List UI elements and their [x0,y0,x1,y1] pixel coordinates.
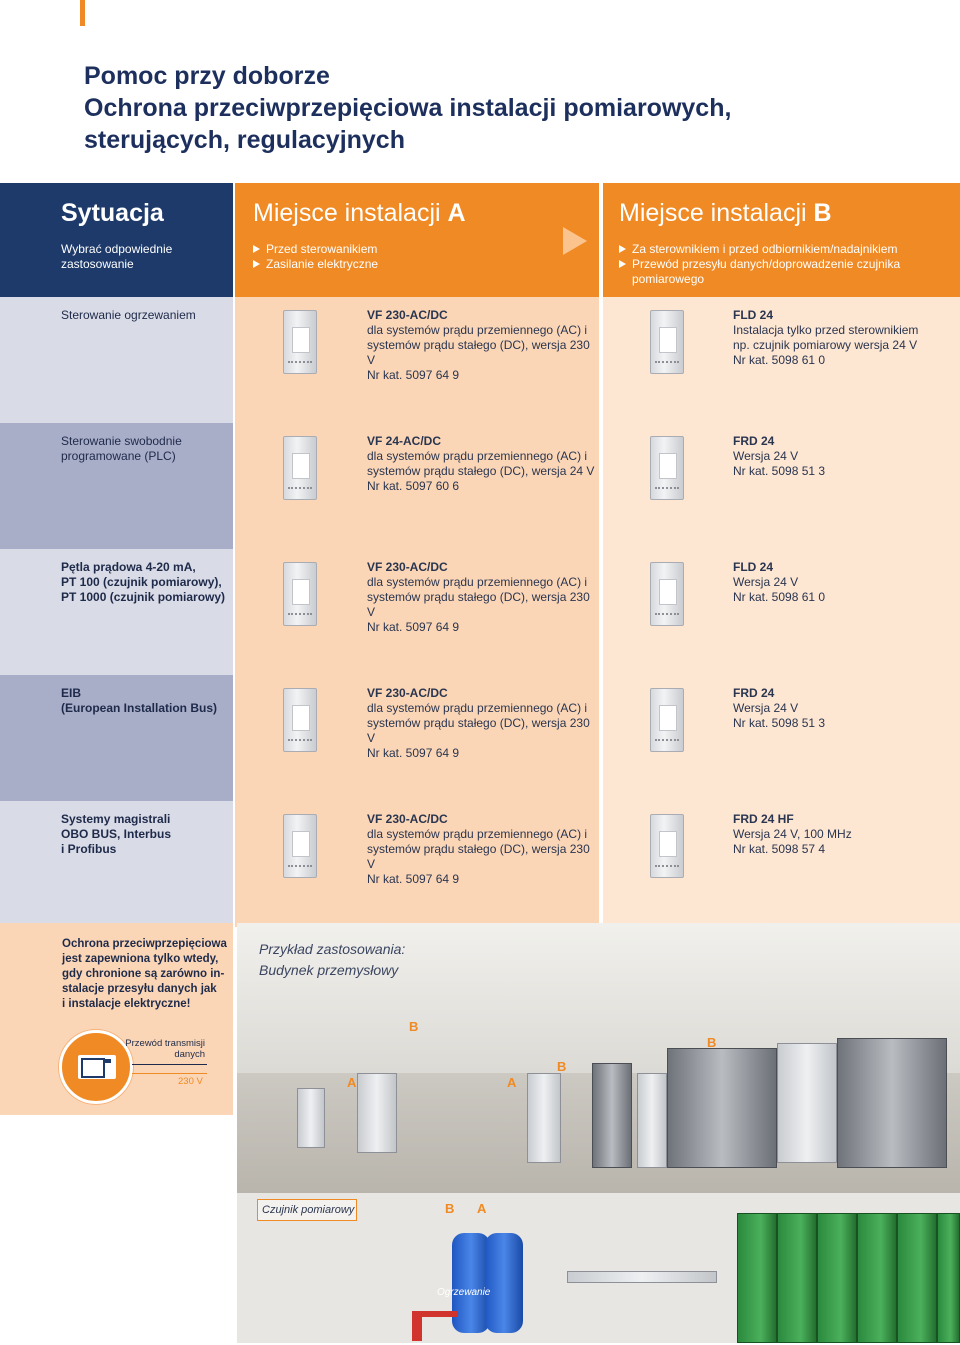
product-line: dla systemów prądu przemiennego (AC) i [367,323,588,337]
row-situation-line: Sterowanie ogrzewaniem [61,308,196,322]
row-situation-line: Pętla prądowa 4-20 mA, [61,560,196,574]
header-situation [0,183,233,297]
product-line: Wersja 24 V, 100 MHz [733,827,852,841]
row-situation-line: programowane (PLC) [61,449,176,463]
product-name: VF 230-AC/DC [367,686,448,700]
row-situation [0,423,233,549]
product-line: Wersja 24 V [733,701,799,715]
situation-subtitle-line: zastosowanie [61,257,134,271]
example-title [259,939,405,981]
controller-icon [78,1055,116,1079]
row-situation-line: PT 100 (czujnik pomiarowy), [61,575,222,589]
product-a [367,686,599,761]
product-catalog-number: Nr kat. 5097 64 9 [367,872,460,886]
heating-tank [485,1233,523,1333]
row-situation [0,297,233,423]
place-a-title-prefix: Miejsce instalacji [253,199,448,227]
place-a-bullet: Zasilanie elektryczne [253,257,599,272]
row-situation-line: Sterowanie swobodnie [61,434,182,448]
product-catalog-number: Nr kat. 5097 64 9 [367,746,460,760]
heating-pipe [412,1311,457,1317]
header-place-a [235,183,599,297]
product-name: FRD 24 [733,434,775,448]
product-b [733,434,825,479]
play-arrow-icon [563,227,587,255]
place-b-bullet: Przewód przesyłu danych/doprowadzenie czujnika pomiarowego [619,257,919,287]
surge-device-image [650,562,684,626]
surge-device-image [283,688,317,752]
place-a-title [253,199,599,228]
page-title [84,60,884,156]
product-catalog-number: Nr kat. 5097 60 6 [367,479,460,493]
page-title-line: Pomoc przy doborze [84,62,330,90]
switchgear-cabinet [737,1213,777,1343]
product-a [367,812,599,887]
product-line: systemów prądu stałego (DC), wersja 230 V [367,590,590,619]
row-situation-line: PT 1000 (czujnik pomiarowy) [61,590,226,604]
situation-subtitle-line: Wybrać odpowiednie [61,242,173,256]
place-b-title [619,199,960,228]
legend-data-line [132,1064,207,1065]
row-situation-line: OBO BUS, Interbus [61,827,172,841]
row-situation [0,549,233,675]
product-catalog-number: Nr kat. 5098 51 3 [733,716,826,730]
product-a [367,434,594,494]
product-line: Wersja 24 V [733,449,799,463]
row-place-b [603,549,960,675]
product-line: Instalacja tylko przed sterownikiem [733,323,919,337]
product-line: Wersja 24 V [733,575,799,589]
example-title-line: Przykład zastosowania: [259,941,406,957]
place-b-title-prefix: Miejsce instalacji [619,199,814,227]
pipe-manifold [567,1271,717,1283]
row-situation-line: EIB [61,686,82,700]
switchgear-cabinet [777,1213,817,1343]
machine-cabinet [592,1063,632,1168]
product-name: VF 230-AC/DC [367,560,448,574]
product-line: dla systemów prądu przemiennego (AC) i [367,701,588,715]
accent-bar [80,0,85,26]
product-catalog-number: Nr kat. 5098 61 0 [733,590,826,604]
product-line: dla systemów prądu przemiennego (AC) i [367,827,588,841]
row-situation-line: (European Installation Bus) [61,701,218,715]
sensor-label: Czujnik pomiarowy [257,1199,357,1221]
product-a [367,560,599,635]
switchgear-cabinet [937,1213,960,1343]
surge-device-image [650,688,684,752]
product-name: FRD 24 HF [733,812,794,826]
situation-subtitle [61,242,233,272]
product-b [733,308,918,368]
legend-power-label: 230 V [178,1076,203,1087]
industrial-machine [667,1048,777,1168]
place-a-title-letter: A [447,199,466,227]
product-b [733,812,852,857]
example-title-line: Budynek przemysłowy [259,962,399,978]
control-panel [527,1073,561,1163]
note-line: Ochrona przeciwprzepięciowa [62,938,227,950]
heating-label: Ogrzewanie [437,1287,491,1298]
page-title-line: Ochrona przeciwprzepięciowa instalacji pomiarowych, [84,94,732,122]
note-line: stalacje przesyłu danych jak [62,983,217,995]
marker-b: B [707,1035,717,1050]
row-situation [0,801,233,927]
place-b-bullet: Za sterownikiem i przed odbiornikiem/nadajnikiem [619,242,960,257]
place-b-title-letter: B [813,199,832,227]
row-place-a [235,801,599,927]
product-line: dla systemów prądu przemiennego (AC) i [367,575,588,589]
product-catalog-number: Nr kat. 5098 57 4 [733,842,826,856]
page-title-line: sterujących, regulacyjnych [84,126,405,154]
row-place-a [235,297,599,423]
legend-line: Przewód transmisji [125,1038,205,1049]
marker-a: A [347,1075,357,1090]
product-name: VF 230-AC/DC [367,812,448,826]
marker-b: B [445,1201,455,1216]
surge-device-image [283,310,317,374]
marker-a: A [477,1201,487,1216]
header-place-b [603,183,960,297]
marker-b: B [409,1019,419,1034]
product-line: np. czujnik pomiarowy wersja 24 V [733,338,918,352]
product-line: systemów prądu stałego (DC), wersja 230 V [367,716,590,745]
surge-device-image [650,814,684,878]
row-place-b [603,297,960,423]
row-place-b [603,675,960,801]
surge-device-image [283,814,317,878]
situation-title: Sytuacja [61,199,164,227]
machine-cabinet [637,1073,667,1168]
product-a [367,308,599,383]
product-catalog-number: Nr kat. 5098 51 3 [733,464,826,478]
legend-line: danych [174,1049,205,1060]
legend-data-line-label [125,1038,205,1060]
product-name: VF 24-AC/DC [367,434,442,448]
row-situation-line: Systemy magistrali [61,812,171,826]
industrial-machine [837,1038,947,1168]
note-line: jest zapewniona tylko wtedy, [62,953,219,965]
product-name: VF 230-AC/DC [367,308,448,322]
switchgear-cabinet [817,1213,857,1343]
marker-b: B [557,1059,567,1074]
product-line: systemów prądu stałego (DC), wersja 230 V [367,338,590,367]
row-situation-line: i Profibus [61,842,117,856]
product-b [733,560,825,605]
row-situation [0,675,233,801]
product-line: dla systemów prądu przemiennego (AC) i [367,449,588,463]
product-b [733,686,825,731]
product-line: systemów prądu stałego (DC), wersja 230 V [367,842,590,871]
place-a-bullet: Przed sterowanikiem [253,242,599,257]
example-illustration [237,923,960,1343]
legend-power-line [132,1073,207,1074]
control-cabinet [297,1088,325,1148]
heating-pipe [412,1313,422,1341]
product-catalog-number: Nr kat. 5097 64 9 [367,620,460,634]
product-catalog-number: Nr kat. 5097 64 9 [367,368,460,382]
surge-device-image [650,310,684,374]
surge-device-image [650,436,684,500]
product-line: systemów prądu stałego (DC), wersja 24 V [367,464,595,478]
product-name: FLD 24 [733,560,774,574]
switchgear-cabinet [897,1213,937,1343]
product-name: FRD 24 [733,686,775,700]
industrial-machine [777,1043,837,1163]
row-place-a [235,423,599,549]
product-name: FLD 24 [733,308,774,322]
switchgear-cabinet [857,1213,897,1343]
surge-device-image [283,436,317,500]
note-line: gdy chronione są zarówno in- [62,968,225,980]
device-circle-icon [59,1030,133,1104]
surge-device-image [283,562,317,626]
row-place-a [235,549,599,675]
row-place-a [235,675,599,801]
row-place-b [603,423,960,549]
note-line: i instalacje elektryczne! [62,998,191,1010]
product-catalog-number: Nr kat. 5098 61 0 [733,353,826,367]
marker-a: A [507,1075,517,1090]
row-place-b [603,801,960,927]
control-desk [357,1073,397,1153]
